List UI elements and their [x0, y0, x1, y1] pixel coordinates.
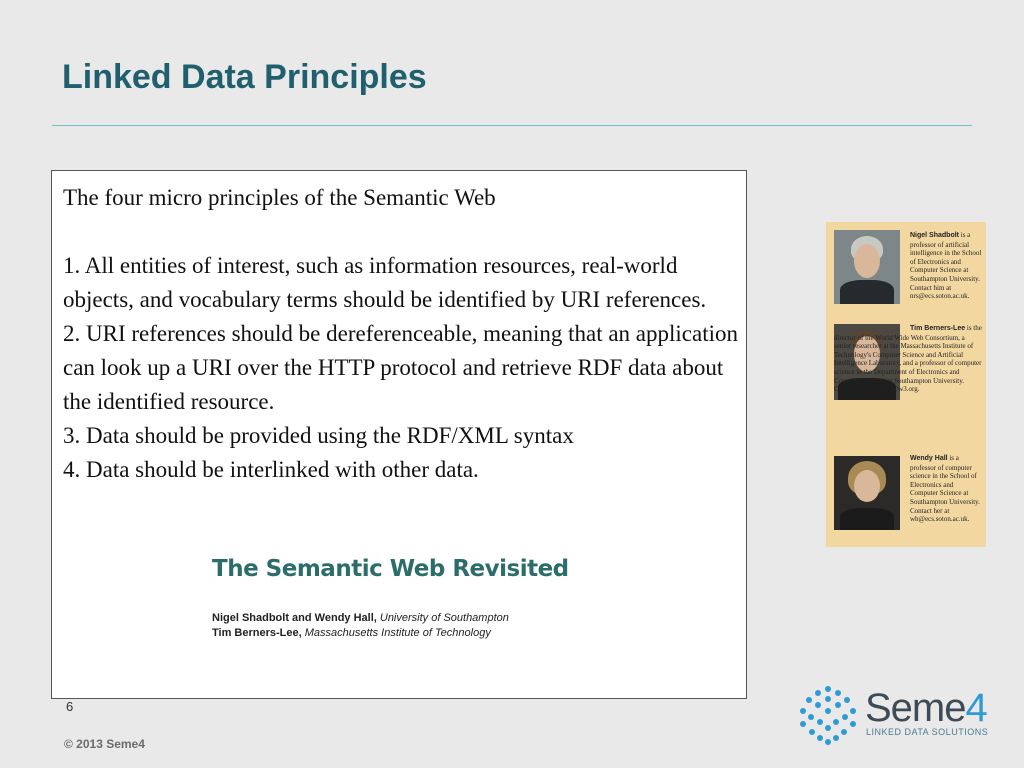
bio-text: is a professor of artificial intelligence in the School of Electronics and Computer Science at Southampton University. Contact him at nrs@ecs.soton.ac.uk.: [910, 231, 982, 301]
bio-name: Tim Berners-Lee: [910, 325, 966, 332]
spacer: [63, 215, 739, 249]
title-divider: [52, 125, 972, 126]
bio-text: is a professor of computer science in the School of Electronics and Computer Science at Southampton University. Contact her at wh@ecs.soton.ac.uk.: [910, 454, 980, 524]
wendy-hall-bio: [910, 454, 982, 524]
page-number: 6: [66, 699, 74, 714]
paper-authors: [212, 611, 509, 641]
logo-tagline: LINKED DATA SOLUTIONS: [866, 727, 989, 737]
bio-name: Nigel Shadbolt: [910, 232, 959, 239]
principle-4: 4. Data should be interlinked with other data.: [63, 457, 479, 482]
authors-line1-names: Nigel Shadbolt and Wendy Hall,: [212, 612, 377, 624]
logo-name: Seme: [865, 686, 966, 730]
logo-digit: 4: [965, 686, 987, 730]
tim-berners-lee-bio: [834, 324, 982, 394]
paper-title: The Semantic Web Revisited: [212, 556, 569, 582]
principle-3: 3. Data should be provided using the RDF/XML syntax: [63, 423, 574, 448]
principle-1: 1. All entities of interest, such as information resources, real-world objects, and vocabulary terms should be identified by URI references.: [63, 253, 707, 312]
authors-line2-names: Tim Berners-Lee,: [212, 627, 302, 639]
copyright-notice: © 2013 Seme4: [64, 737, 145, 751]
nigel-shadbolt-photo: [834, 230, 900, 304]
bio-name: Wendy Hall: [910, 455, 948, 462]
nigel-shadbolt-bio: [910, 231, 982, 301]
principles-text: [63, 181, 739, 487]
principles-heading: The four micro principles of the Semantic Web: [63, 185, 496, 210]
wendy-hall-photo: [834, 456, 900, 530]
bio-text: is the director of the World Wide Web Consortium, a senior researcher at the Massachusetts Institute of Technology's Computer Science and Artificial Intelligence Laboratory, and a professor of computer science in the Department of Electronics and Computer Science at Southampton University. Contact him at timbl@w3.org.: [834, 324, 982, 394]
seme4-logo-dots-icon: [798, 684, 858, 746]
principle-2: 2. URI references should be dereferenceable, meaning that an application can look up a URI over the HTTP protocol and retrieve RDF data about the identified resource.: [63, 321, 738, 414]
slide-title: Linked Data Principles: [62, 58, 427, 96]
authors-line1-affiliation: University of Southampton: [376, 612, 509, 624]
logo-wordmark: [865, 688, 987, 728]
authors-line2-affiliation: Massachusetts Institute of Technology: [301, 627, 491, 639]
author-bio-panel: [826, 222, 986, 547]
content-box: [51, 170, 747, 699]
